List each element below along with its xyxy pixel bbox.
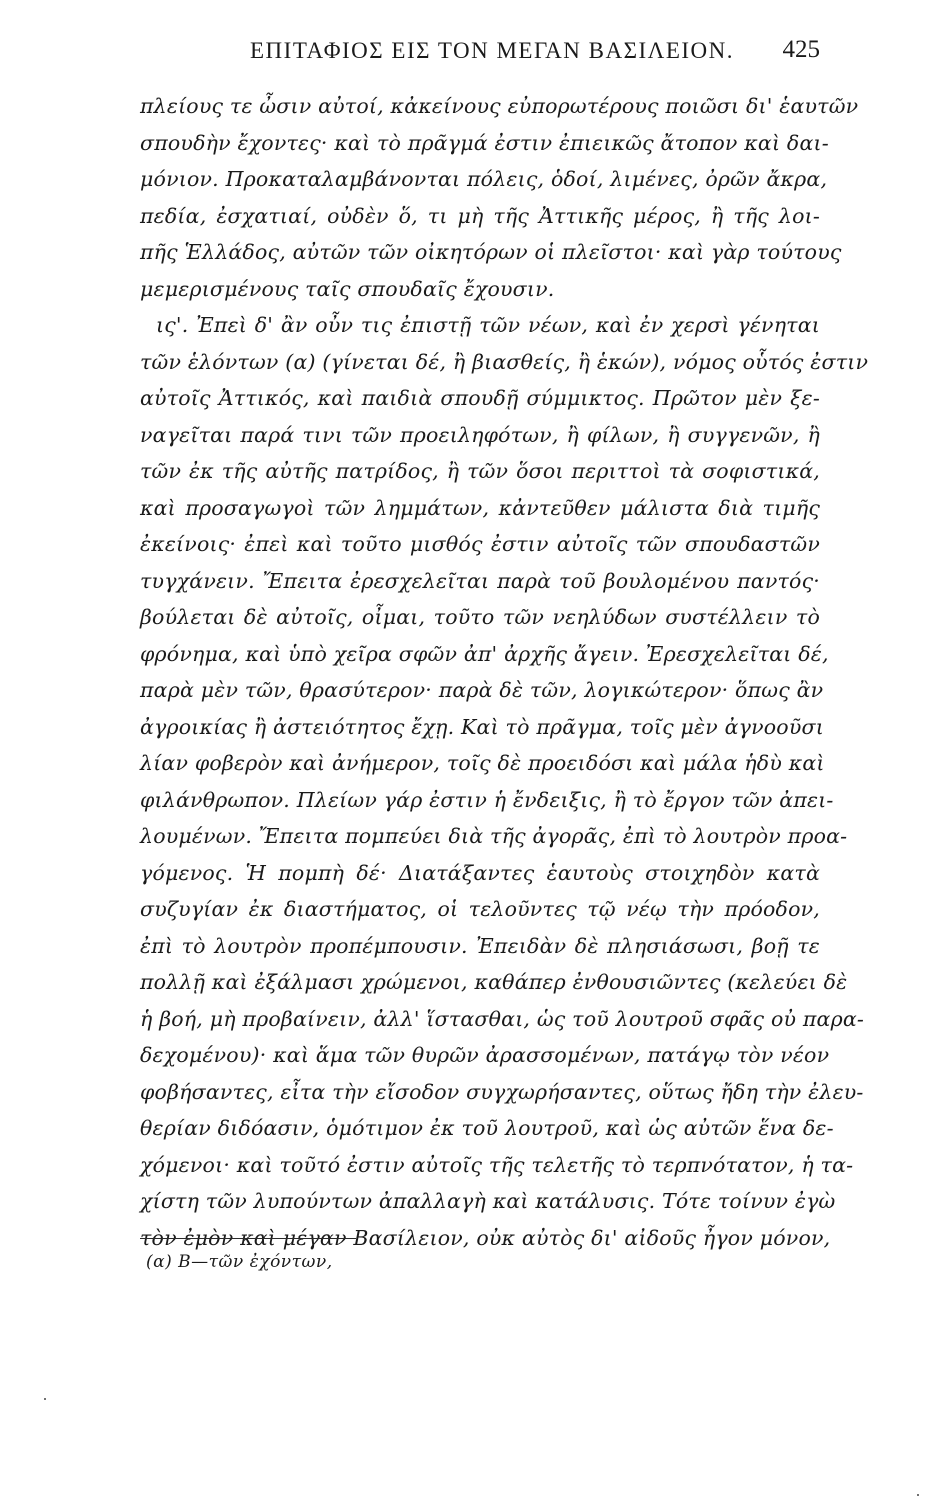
text-line: δεχομένου)· καὶ ἅμα τῶν θυρῶν ἀρασσομένων, πατάγῳ τὸν νέον <box>140 1043 830 1067</box>
scan-speck <box>917 1494 919 1496</box>
text-line: λουμένων. Ἔπειτα πομπεύει διὰ τῆς ἀγορᾶς, ἐπὶ τὸ λουτρὸν προα- <box>140 824 848 848</box>
text-line: σπουδὴν ἔχοντες· καὶ τὸ πρᾶγμά ἐστιν ἐπιεικῶς ἄτοπον καὶ δαι- <box>140 130 829 155</box>
text-line: πῆς Ἑλλάδος, αὐτῶν τῶν οἰκητόρων οἱ πλεῖστοι· καὶ γὰρ τούτους <box>140 240 842 264</box>
text-line: ἐκείνοις· ἐπεὶ καὶ τοῦτο μισθός ἐστιν αὐτοῖς τῶν σπουδαστῶν <box>140 532 820 556</box>
text-line: γόμενος. Ἡ πομπὴ δέ· Διατάξαντες ἑαυτοὺς στοιχηδὸν κατὰ <box>140 860 820 885</box>
section-start-line: ις'. Ἐπεὶ δ' ἂν οὖν τις ἐπιστῇ τῶν νέων, καὶ ἐν χερσὶ γένηται <box>156 313 820 337</box>
text-line: παρὰ μὲν τῶν, θρασύτερον· παρὰ δὲ τῶν, λογικώτερον· ὅπως ἂν <box>140 678 824 702</box>
text-line: χόμενοι· καὶ τοῦτό ἐστιν αὐτοῖς τῆς τελετῆς τὸ τερπνότατον, ἡ τα- <box>140 1152 854 1177</box>
text-line: ἀγροικίας ἢ ἀστειότητος ἔχῃ. Καὶ τὸ πρᾶγμα, τοῖς μὲν ἀγνοοῦσι <box>140 714 824 739</box>
text-line: πολλῇ καὶ ἐξάλμασι χρώμενοι, καθάπερ ἐνθουσιῶντες (κελεύει δὲ <box>140 970 848 994</box>
text-line: βούλεται δὲ αὐτοῖς, οἶμαι, τοῦτο τῶν νεηλύδων συστέλλειν τὸ <box>140 605 820 629</box>
text-line: πεδία, ἐσχατιαί, οὐδὲν ὅ, τι μὴ τῆς Ἀττικῆς μέρος, ἢ τῆς λοι- <box>140 203 820 228</box>
page-number: 425 <box>782 36 820 63</box>
text-line: τυγχάνειν. Ἔπειτα ἐρεσχελεῖται παρὰ τοῦ βουλομένου παντός· <box>140 568 820 593</box>
footnote: (α) Β—τῶν ἐχόντων, <box>146 1252 333 1272</box>
body-text <box>140 88 869 1256</box>
running-title: ΕΠΙΤΑΦΙΟΣ ΕΙΣ ΤΟΝ ΜΕΓΑΝ ΒΑΣΙΛΕΙΟΝ. <box>250 38 735 63</box>
text-line: χίστη τῶν λυπούντων ἀπαλλαγὴ καὶ κατάλυσις. Τότε τοίνυν ἐγὼ <box>140 1189 836 1213</box>
text-line: τῶν ἑλόντων (α) (γίνεται δέ, ἢ βιασθείς, ἢ ἑκών), νόμος οὗτός ἐστιν <box>140 349 869 374</box>
text-line: λίαν φοβερὸν καὶ ἀνήμερον, τοῖς δὲ προειδόσι καὶ μάλα ἡδὺ καὶ <box>140 751 825 775</box>
text-line: ἐπὶ τὸ λουτρὸν προπέμπουσιν. Ἐπειδὰν δὲ πλησιάσωσι, βοῇ τε <box>140 933 820 958</box>
text-line: τὸν ἐμὸν καὶ μέγαν Βασίλειον, οὐκ αὐτὸς δι' αἰδοῦς ἦγον μόνον, <box>140 1225 831 1250</box>
text-line: θερίαν διδόασιν, ὁμότιμον ἐκ τοῦ λουτροῦ, καὶ ὡς αὐτῶν ἕνα δε- <box>140 1116 834 1140</box>
text-line: φοβήσαντες, εἶτα τὴν εἴσοδον συγχωρήσαντες, οὕτως ἤδη τὴν ἐλευ- <box>140 1079 864 1104</box>
text-line: ναγεῖται παρά τινι τῶν προειληφότων, ἢ φίλων, ἢ συγγενῶν, ἢ <box>140 422 820 447</box>
running-head <box>140 38 820 74</box>
text-line: συζυγίαν ἐκ διαστήματος, οἱ τελοῦντες τῷ νέῳ τὴν πρόοδον, <box>140 897 820 921</box>
text-line: πλείους τε ὦσιν αὐτοί, κἀκείνους εὐπορωτέρους ποιῶσι δι' ἑαυτῶν <box>140 94 859 118</box>
scan-speck <box>44 1398 46 1400</box>
text-line: τῶν ἐκ τῆς αὐτῆς πατρίδος, ἢ τῶν ὅσοι περιττοὶ τὰ σοφιστικά, <box>140 459 820 483</box>
text-line: ἡ βοή, μὴ προβαίνειν, ἀλλ' ἵστασθαι, ὡς τοῦ λουτροῦ σφᾶς οὐ παρα- <box>140 1006 865 1031</box>
footnote-rule <box>140 1238 356 1239</box>
text-line: μόνιον. Προκαταλαμβάνονται πόλεις, ὁδοί, λιμένες, ὀρῶν ἄκρα, <box>140 167 828 191</box>
text-line: καὶ προσαγωγοὶ τῶν λημμάτων, κἀντεῦθεν μάλιστα διὰ τιμῆς <box>140 495 820 520</box>
text-line: μεμερισμένους ταῖς σπουδαῖς ἔχουσιν. <box>140 276 555 301</box>
text-line: φιλάνθρωπον. Πλείων γάρ ἐστιν ἡ ἔνδειξις, ἢ τὸ ἔργον τῶν ἀπει- <box>140 787 834 812</box>
text-line: φρόνημα, καὶ ὑπὸ χεῖρα σφῶν ἀπ' ἀρχῆς ἄγειν. Ἐρεσχελεῖται δέ, <box>140 641 829 666</box>
text-line: αὐτοῖς Ἀττικός, καὶ παιδιὰ σπουδῇ σύμμικτος. Πρῶτον μὲν ξε- <box>140 386 820 410</box>
